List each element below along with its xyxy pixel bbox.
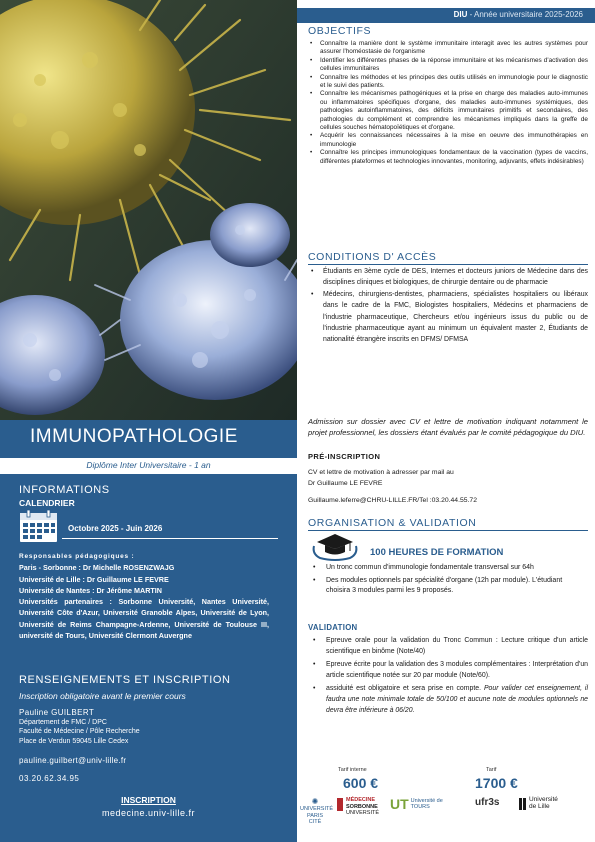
subtitle-band (0, 458, 297, 474)
inscription-link[interactable]: medecine.univ-lille.fr (101, 808, 196, 818)
logo-text: Université de TOURS (410, 797, 443, 810)
list-item: • Identifier les différentes phases de la réponse immunitaire et les mécanismes d'activation des cellules immunitaires (308, 57, 588, 74)
immune-cells-illustration (0, 0, 297, 420)
managers-heading: Responsables pédagogiques : (19, 553, 135, 560)
contact-email-link[interactable]: pauline.guilbert@univ-lille.fr (19, 756, 127, 765)
pre-registration-email-link[interactable]: Guillaume.leferre@CHRU-LILLE.FR/Tel :03.20.44.55.72 (308, 497, 477, 504)
universite-tours-logo (390, 797, 445, 811)
validation-title: VALIDATION (308, 623, 358, 632)
contact-line: Place de Verdun 59045 Lille Cedex (19, 737, 129, 745)
training-hours: 100 HEURES DE FORMATION (370, 547, 504, 558)
intern-price: 600 € (343, 775, 379, 791)
price-label: Tarif (486, 767, 497, 773)
ufr3s-logo (475, 797, 499, 809)
universite-paris-cite-logo (300, 797, 334, 826)
registration-note: Inscription obligatoire avant le premier cours (19, 691, 186, 701)
left-column (0, 0, 297, 842)
pre-registration-contact: Dr Guillaume LE FEVRE (308, 479, 383, 487)
sorbonne-mark-icon (337, 798, 343, 811)
diploma-subtitle: Diplôme Inter Universitaire - 1 an (86, 460, 211, 470)
calendar-title: CALENDRIER (19, 498, 75, 508)
right-column (297, 0, 595, 842)
contact-line: Département de FMC / DPC (19, 718, 107, 726)
contact-name: Pauline GUILBERT (19, 708, 95, 717)
objectives-title: OBJECTIFS (308, 25, 372, 37)
info-panel (0, 420, 297, 842)
list-item: • Epreuve écrite pour la validation des 3 modules complémentaires : Interprétation d'un article scientifique notée sur 20 par module (Note/60). (308, 660, 588, 681)
lille-mark-icon (519, 798, 526, 810)
pre-registration-line: CV et lettre de motivation à adresser par mail au (308, 469, 454, 476)
logo-text: de Lille (529, 802, 550, 810)
academic-year: - Année universitaire 2025-2026 (469, 10, 583, 19)
organisation-title: ORGANISATION & VALIDATION (308, 517, 477, 529)
list-item: • Étudiants en 3ème cycle de DES, Internes et docteurs juniors de Médecine dans des disciplines cliniques et biologiques, de chirurgie dentaire ou de pharmacie (308, 266, 588, 289)
registration-title: RENSEIGNEMENTS ET INSCRIPTION (19, 674, 231, 686)
objectives-list (308, 40, 588, 166)
list-item: • Connaître les principes immunologiques fondamentaux de la vaccination (types de vaccins, différentes plateformes et technologies innovantes, monitoring, adjuvants, effets indésirables) (308, 149, 588, 166)
manager-nantes: Université de Nantes : Dr Jérôme MARTIN (19, 585, 162, 595)
logo-text: Université (529, 796, 558, 803)
list-item: • Epreuve orale pour la validation du Tronc Commun : Lecture critique d'un article scientifique en binôme (Note/40) (308, 636, 588, 657)
universite-lille-logo (519, 797, 558, 810)
partner-universities: Universités partenaires : Sorbonne Université, Nantes Université, Université Côte d'Azur, Université Granoble Alpes, Université de Lyon, Université de Reims Champagne-Ardenne, Université de Toulouse III, université de Tours, Université Clermont Auvergne (19, 597, 269, 641)
list-item: • Un tronc commun d'immunologie fondamentale transversal sur 64h (308, 563, 588, 574)
organisation-list (308, 563, 588, 599)
logo-text: UNIVERSITÉ PARIS CITÉ (300, 806, 334, 825)
calendar-icon (19, 509, 58, 543)
validation-requirement: Pour valider cet enseignement, il faudra une note minimale totale de 50/100 et aucune note de modules optionnels ne devra être inférieure à 06/20. (326, 685, 588, 714)
pre-registration-text (308, 468, 454, 489)
list-item: • Médecins, chirurgiens-dentistes, pharmaciens, spécialistes hospitaliers ou libéraux dans le cadre de la FMC, Biologistes hospitaliers, Médecins et pharmaciens de l'industrie pharmaceutique, Chercheurs et/ou ingénieurs issus du public ou de l'industrie pharmaceutique ayant au minimum un équivalent master 2, Étudiants de nationalité étrangère inscrits en DFMS/ DFMSA (308, 289, 588, 346)
seal-icon: ✺ (311, 797, 319, 806)
header-band (297, 8, 595, 23)
manager-paris: Paris - Sorbonne : Dr Michelle ROSENZWAJG (19, 563, 175, 573)
contact-phone: 03.20.62.34.95 (19, 774, 80, 783)
admission-note: Admission sur dossier avec CV et lettre de motivation indiquant notamment le projet professionnel, les dossiers étant évalués par le comité pédagogique du DIU. (308, 417, 588, 437)
sorbonne-medecine-logo (337, 797, 379, 817)
contact-line: Faculté de Médecine / Pôle Recherche (19, 728, 140, 735)
validation-attendance: assiduité est obligatoire et sera prise en compte. (326, 685, 484, 693)
tours-mark-icon: UT (390, 796, 409, 812)
conditions-title: CONDITIONS D' ACCÈS (308, 251, 437, 263)
title-band (0, 420, 297, 456)
conditions-list (308, 266, 588, 346)
calendar-dates: Octobre 2025 - Juin 2026 (68, 524, 163, 533)
page-title: IMMUNOPATHOLOGIE (30, 426, 238, 447)
manager-lille: Université de Lille : Dr Guillaume LE FEVRE (19, 574, 169, 584)
list-item (308, 684, 588, 716)
price: 1700 € (475, 775, 518, 791)
header-text (454, 10, 583, 19)
list-item: • Acquérir les connaissances nécessaires à la mise en oeuvre des immunothérapies en immunologie (308, 132, 588, 149)
logo-text: UNIVERSITÉ (346, 810, 380, 816)
inscription-title: INSCRIPTION (121, 795, 176, 805)
logo-text: ufr3s (475, 797, 500, 808)
divider (62, 538, 278, 539)
cover-image (0, 0, 297, 420)
program-label: DIU (453, 10, 468, 19)
pedagogical-managers (19, 551, 269, 641)
list-item: • Connaître les méthodes et les principes des outils utilisés en immunologie pour le diagnostic et le suivi des patients. (308, 74, 588, 91)
list-item: • Des modules optionnels par spécialité d'organe (12h par module). L'étudiant choisira 3 modules parmi les 9 proposés. (308, 576, 588, 597)
intern-price-label: Tarif interne (338, 767, 367, 773)
list-item: • Connaître les mécanismes pathogéniques et la prise en charge des maladies auto-immunes ou inflammatoires spécifiques d'organe, des maladies auto-immunes systémiques, des pathologies autoinflammatoires, des déficits immunitaires primitifs et secondaires, des pathologies du complément et comprendre les mécanismes impliqués dans la greffe de cellules souches hématopoïétiques et d'organe. (308, 90, 588, 132)
graduation-cap-icon (312, 532, 358, 562)
divider (308, 530, 588, 531)
contact-block (19, 708, 140, 746)
validation-list (308, 636, 588, 719)
list-item: • Connaître la manière dont le système immunitaire interagit avec les autres systèmes pour assurer l'homéostasie de l'organisme (308, 40, 588, 57)
logo-text: MÉDECINE (346, 797, 376, 803)
informations-title: INFORMATIONS (19, 484, 110, 496)
logo-text: SORBONNE (346, 803, 378, 810)
divider (308, 264, 588, 265)
pre-registration-title: PRÉ-INSCRIPTION (308, 452, 381, 461)
